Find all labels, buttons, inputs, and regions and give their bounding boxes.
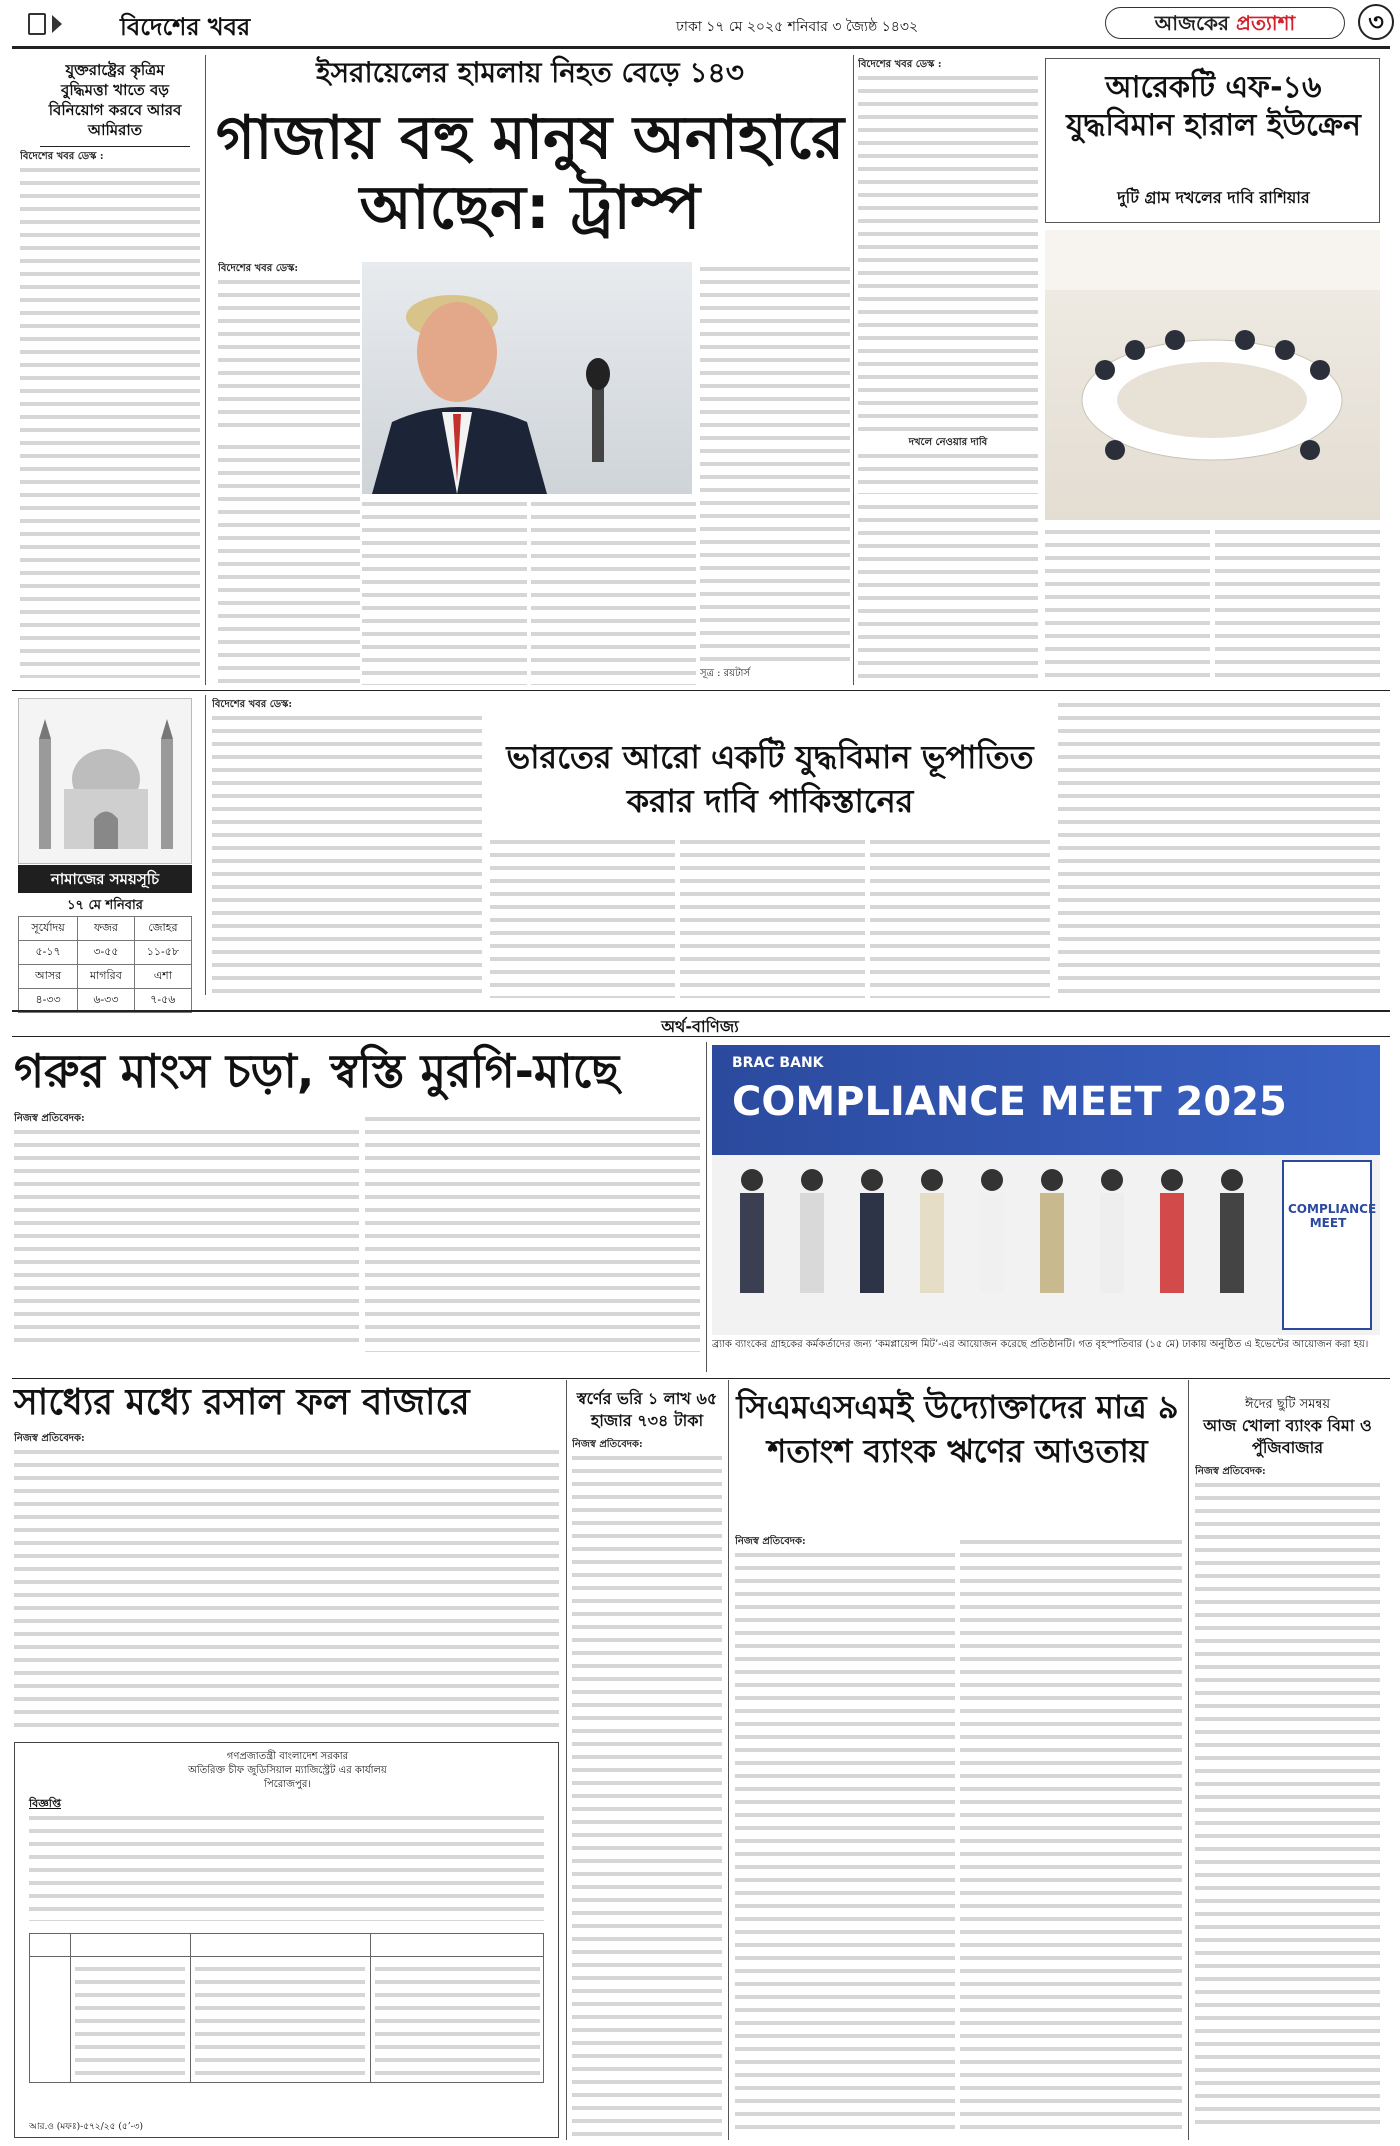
brac-stand-title: COMPLIANCE MEET [1288, 1202, 1377, 1230]
prayer-table: সূর্যোদয় ফজর জোহর ৫-১৭ ৩-৫৫ ১১-৫৮ আসর মাগরিব এশা ৪-৩৩ ৬-৩৩ ৭-৫৬ [18, 916, 192, 1013]
mosque-illustration [18, 698, 192, 864]
beef-headline: গরুর মাংস চড়া, স্বস্তি মুরগি-মাছে [14, 1044, 620, 1098]
brac-stand [1282, 1160, 1377, 1330]
page-label: বিদেশের খবর [120, 13, 251, 41]
cmsme-headline: সিএমএসএমই উদ্যোক্তাদের মাত্র ৯ শতাংশ ব্যাংক ঋণের আওতায় [736, 1388, 1179, 1470]
masthead [0, 0, 1400, 46]
gaza-body-col5: সূত্র : রয়টার্স [700, 262, 850, 685]
page-number: ৩ [1358, 4, 1394, 40]
brac-banner-title: COMPLIANCE MEET 2025 [732, 1079, 1287, 1125]
notice-org-line2: অতিরিক্ত চীফ জুডিসিয়াল ম্যাজিস্ট্রেট এর কার্যালয় [188, 1765, 387, 1776]
meeting-photo-scene [1045, 230, 1380, 520]
brac-banner-brand: BRAC BANK [732, 1055, 824, 1071]
fruit-headline: সাধ্যের মধ্যে রসাল ফল বাজারে [14, 1382, 470, 1423]
trump-photo [362, 262, 692, 494]
bank-headline: আজ খোলা ব্যাংক বিমা ও পুঁজিবাজার [1203, 1416, 1372, 1457]
gaza-kicker: ইসরায়েলের হামলায় নিহত বেড়ে ১৪৩ [316, 56, 744, 89]
pakistan-body-col5 [1058, 698, 1380, 998]
beef-body-col1: নিজস্ব প্রতিবেদক: [14, 1112, 359, 1352]
gaza-headline: গাজায় বহু মানুষ অনাহারে আছেন: ট্রাম্প [215, 103, 845, 243]
f16-subhead: দুটি গ্রাম দখলের দাবি রাশিয়ার [1117, 188, 1310, 207]
pakistan-body-col3 [680, 835, 865, 998]
prayer-date: ১৭ মে শনিবার [67, 898, 143, 913]
section-title: অর্থ-বাণিজ্য [661, 1017, 739, 1036]
pakistan-headline: ভারতের আরো একটি যুদ্ধবিমান ভূপাতিত করার দাবি পাকিস্তানের [506, 738, 1034, 820]
notice-table [29, 1933, 544, 2083]
brac-people [712, 1155, 1272, 1335]
notice-org-line1: গণপ্রজাতন্ত্রী বাংলাদেশ সরকার [226, 1751, 349, 1762]
gold-body: নিজস্ব প্রতিবেদক: [572, 1438, 722, 2138]
beef-body-col2 [365, 1112, 700, 1352]
paper-logo: আজকের প্রত্যাশা [1105, 7, 1345, 39]
bank-body: নিজস্ব প্রতিবেদক: [1195, 1465, 1380, 2135]
cmsme-body-col2 [960, 1535, 1182, 2135]
cmsme-body-col1: নিজস্ব প্রতিবেদক: [735, 1535, 955, 2135]
masthead-rule [12, 46, 1390, 49]
f16-body-col2 [858, 436, 1038, 496]
mosque-icon [19, 699, 192, 864]
brac-caption: ব্র্যাক ব্যাংকের গ্রাহকের কর্মকর্তাদের জন্য ‘কমপ্লায়েন্স মিট’-এর আয়োজন করেছে প্রতিষ্ঠানটি। গত বৃহস্পতিবার (১৫ মে) ঢাকায় অনুষ্ঠিত এ ইভেন্টের আয়োজন করা হয়। [712, 1339, 1369, 1350]
pakistan-body-col4 [870, 835, 1050, 998]
f16-body-col3 [1045, 525, 1210, 685]
f16-body-col5 [858, 500, 1038, 685]
left-story-rule [40, 146, 190, 147]
notice-body [29, 1811, 544, 1921]
meeting-photo [1045, 230, 1380, 520]
pakistan-body-col2 [490, 835, 675, 998]
gold-headline: স্বর্ণের ভরি ১ লাখ ৬৫ হাজার ৭৩৪ টাকা [576, 1389, 718, 1430]
gaza-body-col3 [362, 497, 527, 685]
prayer-title: নামাজের সময়সূচি [18, 865, 192, 893]
gaza-body-col2 [218, 440, 360, 685]
trump-photo-figure [362, 262, 692, 494]
notice-footer: আর.ও (মফঃ)-৫৭২/২৫ (৫’-৩) [29, 2122, 143, 2132]
masthead-marker-icon [52, 15, 62, 33]
f16-headline: আরেকটি এফ-১৬ যুদ্ধবিমান হারাল ইউক্রেন [1066, 70, 1361, 143]
court-notice [14, 1742, 559, 2138]
bank-kicker: ঈদের ছুটি সমন্বয় [1245, 1397, 1330, 1412]
notice-title: বিজ্ঞপ্তি [29, 1797, 61, 1810]
dateline: ঢাকা ১৭ মে ২০২৫ শনিবার ৩ জ্যৈষ্ঠ ১৪৩২ [676, 19, 919, 35]
gaza-body-col4 [531, 497, 696, 685]
f16-body-col4 [1215, 525, 1380, 685]
notice-org-line3: পিরোজপুর। [264, 1779, 311, 1790]
masthead-marker-icon [28, 13, 46, 35]
f16-inner-head: দখলে নেওয়ার দাবি [908, 437, 988, 448]
brac-event-photo [712, 1045, 1380, 1335]
pakistan-body-col1: বিদেশের খবর ডেস্ক: [212, 698, 482, 998]
left-story-headline: যুক্তরাষ্ট্রের কৃত্রিম বুদ্ধিমত্তা খাতে বড় বিনিয়োগ করবে আরব আমিরাত [48, 61, 182, 139]
f16-body-col1: বিদেশের খবর ডেস্ক : [858, 58, 1038, 433]
gaza-body-col1: বিদেশের খবর ডেস্ক: [218, 262, 360, 437]
brac-banner [712, 1045, 1380, 1155]
fruit-body: নিজস্ব প্রতিবেদক: [14, 1432, 559, 1732]
f16-headline-box [1045, 58, 1380, 223]
left-story-body: বিদেশের খবর ডেস্ক : [20, 150, 200, 680]
